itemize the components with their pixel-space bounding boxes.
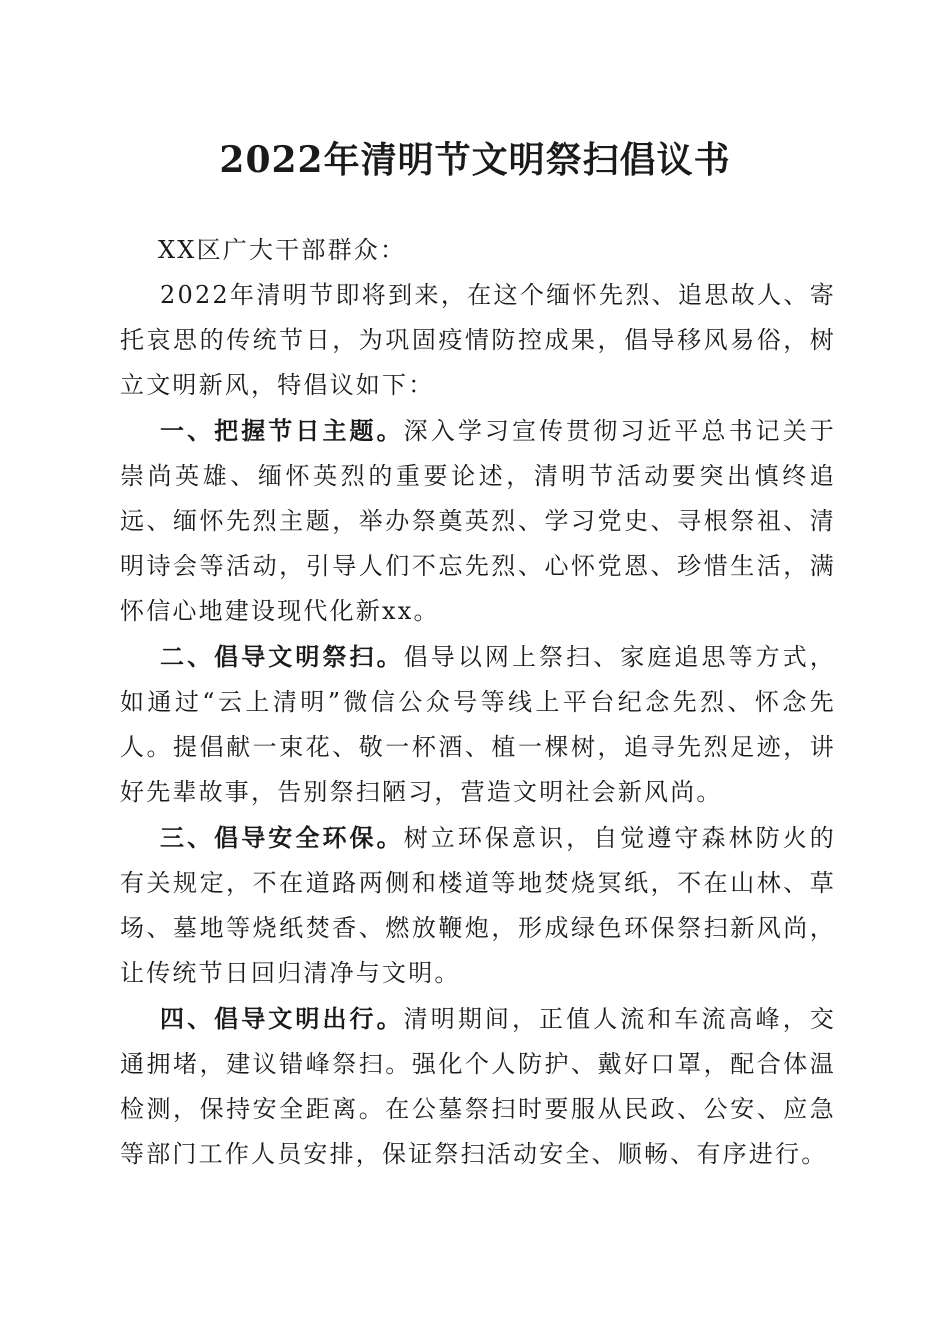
greeting-line: XX区广大干部群众： [158, 236, 407, 264]
section-text-3: 树立环保意识，自觉遵守森林防火的有关规定，不在道路两侧和楼道等地焚烧冥纸，不在山林、草场、墓地等烧纸焚香、燃放鞭炮，形成绿色环保祭扫新风尚，让传统节日回归清净与文明。 [120, 824, 836, 987]
section-heading-3: 三、倡导安全环保。 [160, 823, 404, 852]
section-text-1: 深入学习宣传贯彻习近平总书记关于崇尚英雄、缅怀英烈的重要论述，清明节活动要突出慎终追远、缅怀先烈主题，举办祭奠英烈、学习党史、寻根祭祖、清明诗会等活动，引导人们不忘先烈、心怀党恩、珍惜生活，满怀信心地建设现代化新xx。 [120, 417, 836, 625]
intro-paragraph: 2022年清明节即将到来，在这个缅怀先烈、追思故人、寄托哀思的传统节日，为巩固疫情防控成果，倡导移风易俗，树立文明新风，特倡议如下： [120, 281, 836, 399]
section-heading-2: 二、倡导文明祭扫。 [160, 642, 404, 671]
section-text-2: 倡导以网上祭扫、家庭追思等方式，如通过“云上清明”微信公众号等线上平台纪念先烈、怀念先人。提倡献一束花、敬一杯酒、植一棵树，追寻先烈足迹，讲好先辈故事，告别祭扫陋习，营造文明社会新风尚。 [120, 643, 836, 806]
section-heading-4: 四、倡导文明出行。 [160, 1004, 404, 1033]
section-paragraph-1 [120, 408, 836, 634]
section-paragraph-2 [120, 634, 836, 815]
section-paragraph-3 [120, 815, 836, 996]
section-text-4: 清明期间，正值人流和车流高峰，交通拥堵，建议错峰祭扫。强化个人防护、戴好口罩，配合体温检测，保持安全距离。在公墓祭扫时要服从民政、公安、应急等部门工作人员安排，保证祭扫活动安全、顺畅、有序进行。 [120, 1005, 836, 1168]
document-body [120, 228, 836, 1177]
section-heading-1: 一、把握节日主题。 [160, 416, 404, 445]
section-paragraph-4 [120, 996, 836, 1177]
document-title: 2022年清明节文明祭扫倡议书 [219, 139, 731, 181]
